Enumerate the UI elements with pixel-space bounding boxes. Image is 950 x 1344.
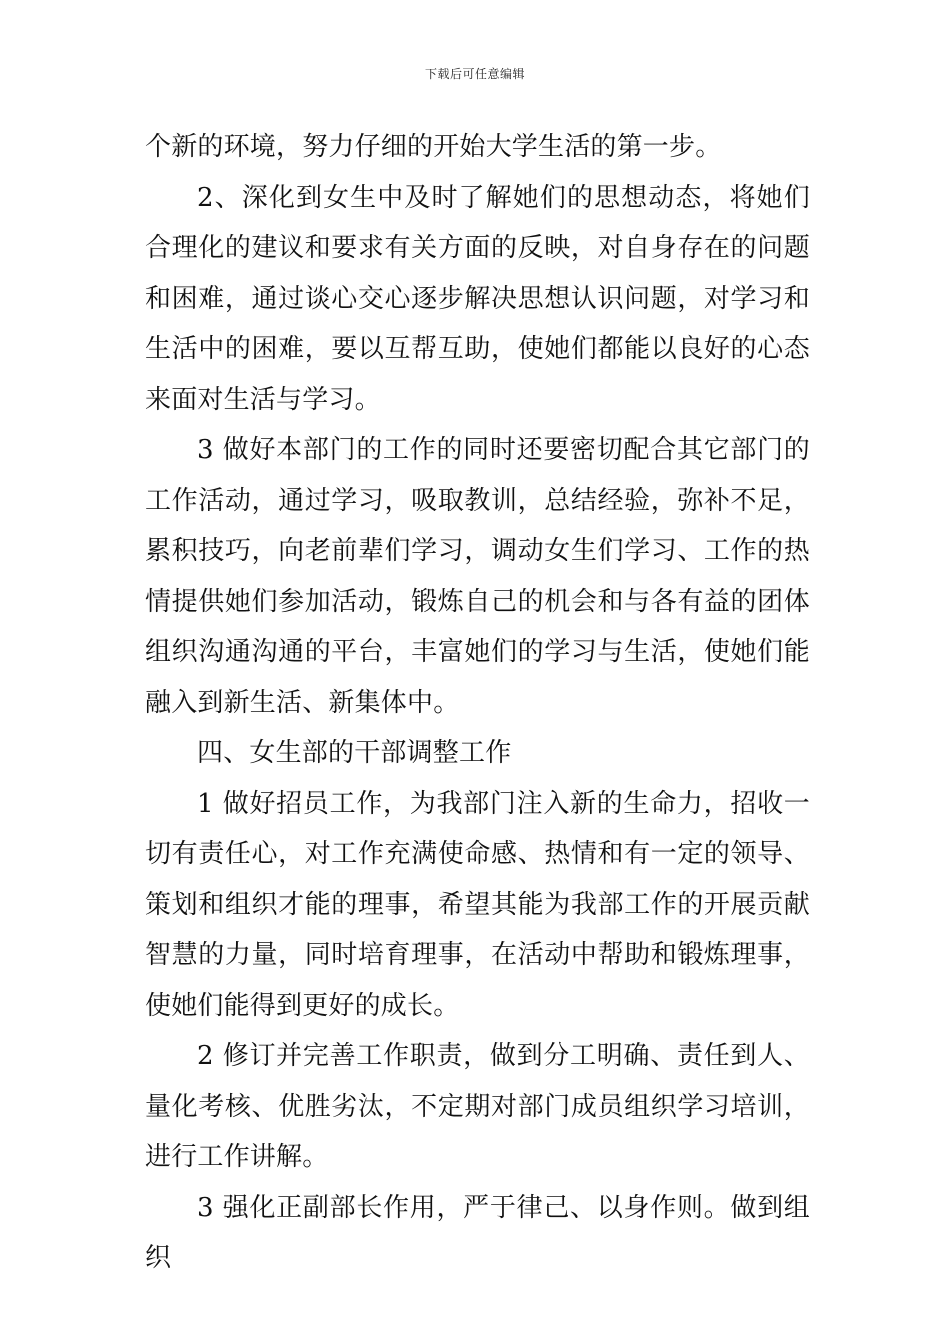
document-body [145,122,810,1284]
paragraph: 2 修订并完善工作职责，做到分工明确、责任到人、量化考核、优胜劣汰，不定期对部门成员组织学习培训，进行工作讲解。 [145,1041,810,1172]
paragraph: 2、深化到女生中及时了解她们的思想动态，将她们合理化的建议和要求有关方面的反映，对自身存在的问题和困难，通过谈心交心逐步解决思想认识问题，对学习和生活中的困难，要以互帮互助，使她们都能以良好的心态来面对生活与学习。 [145,182,810,415]
paragraph: 1 做好招员工作，为我部门注入新的生命力，招收一切有责任心，对工作充满使命感、热情和有一定的领导、策划和组织才能的理事，希望其能为我部工作的开展贡献智慧的力量，同时培育理事，在活动中帮助和锻炼理事，使她们能得到更好的成长。 [145,788,810,1021]
paragraph: 个新的环境，努力仔细的开始大学生活的第一步。 [145,132,722,162]
paragraph: 3 强化正副部长作用，严于律己、以身作则。做到组织 [145,1192,810,1273]
section-heading: 四、女生部的干部调整工作 [197,738,512,768]
page-header-note: 下载后可任意编辑 [424,67,525,81]
paragraph: 3 做好本部门的工作的同时还要密切配合其它部门的工作活动，通过学习，吸取教训，总结经验，弥补不足，累积技巧，向老前辈们学习，调动女生们学习、工作的热情提供她们参加活动，锻炼自己的机会和与各有益的团体组织沟通沟通的平台，丰富她们的学习与生活，使她们能融入到新生活、新集体中。 [145,435,810,718]
